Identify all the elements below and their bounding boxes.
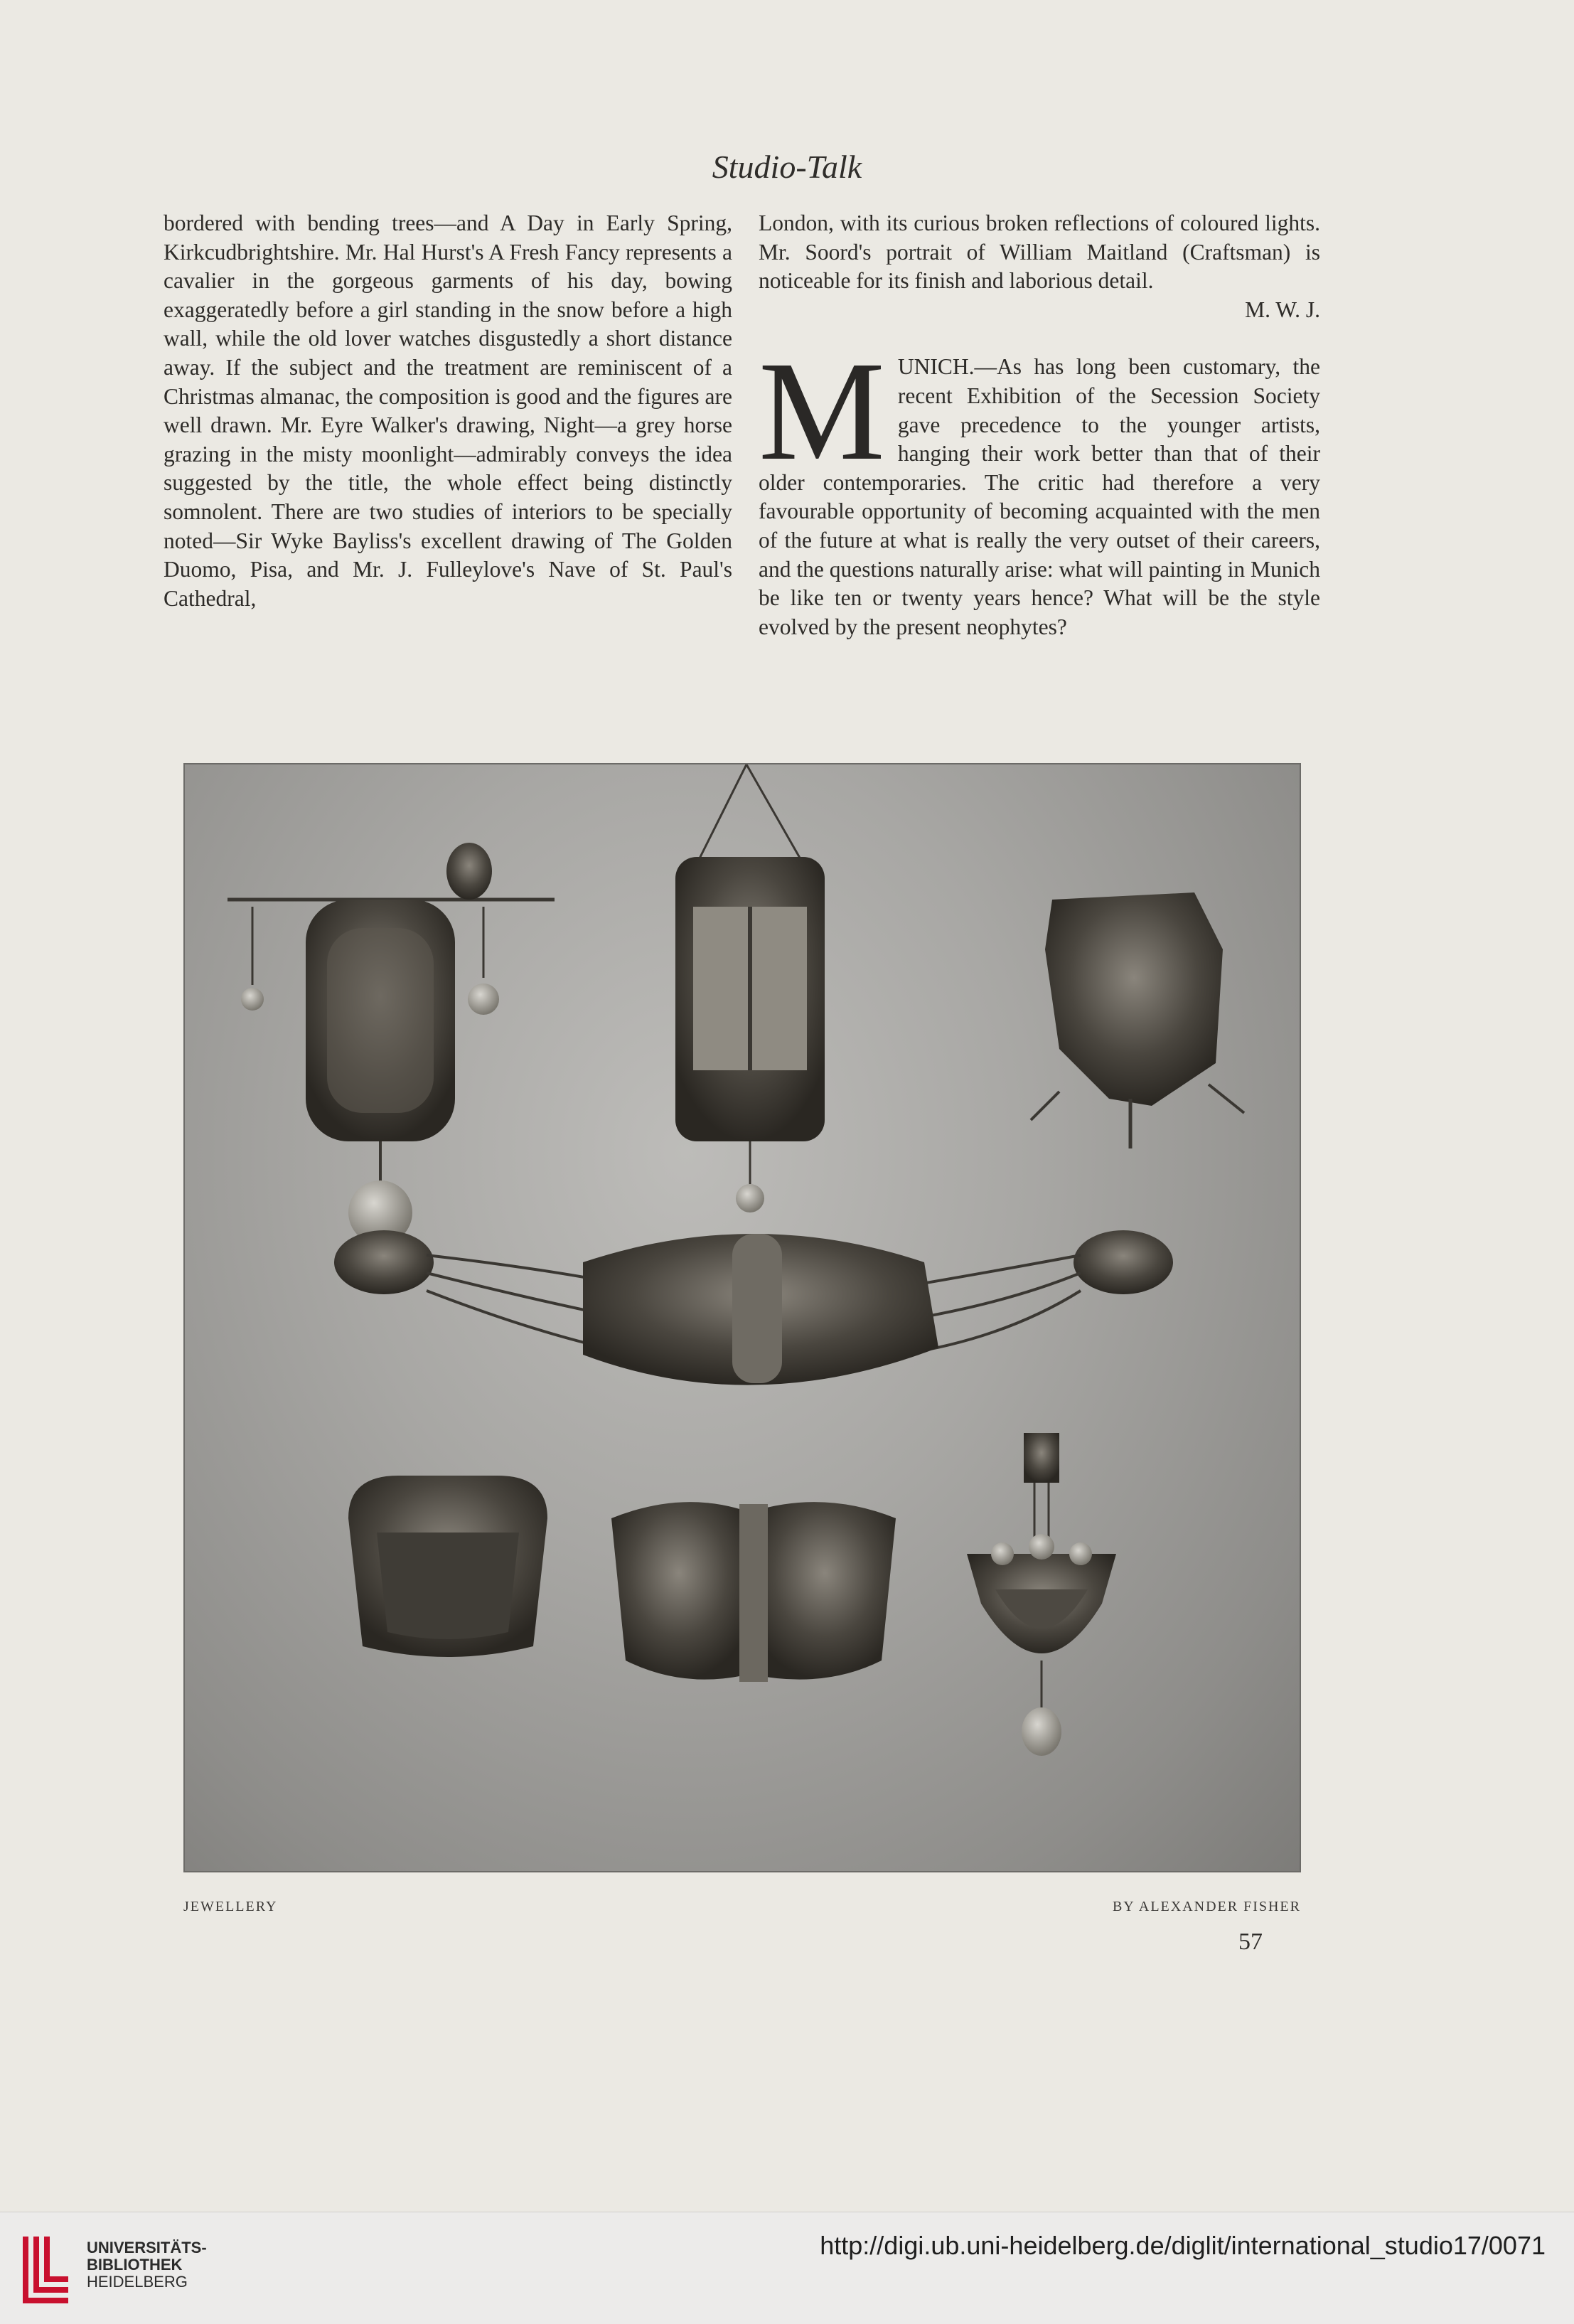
right-column: [759, 209, 1320, 641]
running-title: Studio-Talk: [712, 149, 862, 185]
right-paragraph-2-text: UNICH.—As has long been customary, the recent Exhibition of the Secession Society gave precedence to the younger artists, hanging their work better than that of their older contemporaries. The critic had therefore a very favourable opportunity of becoming acquainted with the men of the future at what is really the very outset of their careers, and the questions naturally arise: what will painting in Munich be like ten or twenty years hence? What will be the style evolved by the present neophytes?: [759, 354, 1320, 639]
source-url-link[interactable]: http://digi.ub.uni-heidelberg.de/diglit/international_studio17/0071: [820, 2231, 1546, 2260]
buckle-top-right: [1031, 892, 1244, 1148]
right-paragraph-2: [759, 333, 1320, 641]
pendant-top-left: [227, 843, 555, 1244]
drop-cap: M: [759, 333, 885, 491]
girdle-center: [334, 1230, 1173, 1385]
left-column: [164, 209, 732, 613]
right-paragraph-1: London, with its curious broken reflections of coloured lights. Mr. Soord's portrait of William Maitland (Craftsman) is noticeable for its finish and laborious detail.: [759, 210, 1320, 294]
library-name-line-3: HEIDELBERG: [87, 2273, 188, 2291]
pendant-top-center: [675, 764, 825, 1212]
jewellery-illustration: [185, 764, 1302, 1874]
library-name: [87, 2239, 207, 2291]
figure-caption-credit: BY ALEXANDER FISHER: [1112, 1899, 1301, 1914]
page-number: 57: [1238, 1929, 1263, 1955]
jewellery-photograph: [183, 763, 1301, 1872]
library-logo-icon: [18, 2229, 75, 2308]
library-name-line-2: BIBLIOTHEK: [87, 2256, 183, 2274]
brooch-bottom-left: [348, 1476, 547, 1657]
clasp-bottom-center: [611, 1502, 896, 1682]
digitization-footer: [0, 2212, 1574, 2324]
author-signature: M. W. J.: [1245, 297, 1320, 322]
figure-caption-title: JEWELLERY: [183, 1899, 278, 1914]
library-name-line-1: UNIVERSITÄTS-: [87, 2239, 207, 2256]
pendant-bottom-right: [967, 1433, 1116, 1756]
left-paragraph: bordered with bending trees—and A Day in Early Spring, Kirkcudbrightshire. Mr. Hal Hurst's A Fresh Fancy represents a cavalier in the gorgeous garments of his day, bowing exaggeratedly before a girl standing in the snow before a high wall, while the old lover watches disgustedly a short distance away. If the subject and the treatment are reminiscent of a Christmas almanac, the composition is good and the figures are well drawn. Mr. Eyre Walker's drawing, Night—a grey horse grazing in the misty moonlight—admirably conveys the idea suggested by the title, the whole effect being distinctly somnolent. There are two studies of interiors to be specially noted—Sir Wyke Bayliss's excellent drawing of The Golden Duomo, Pisa, and Mr. J. Fulleylove's Nave of St. Paul's Cathedral,: [164, 210, 732, 611]
